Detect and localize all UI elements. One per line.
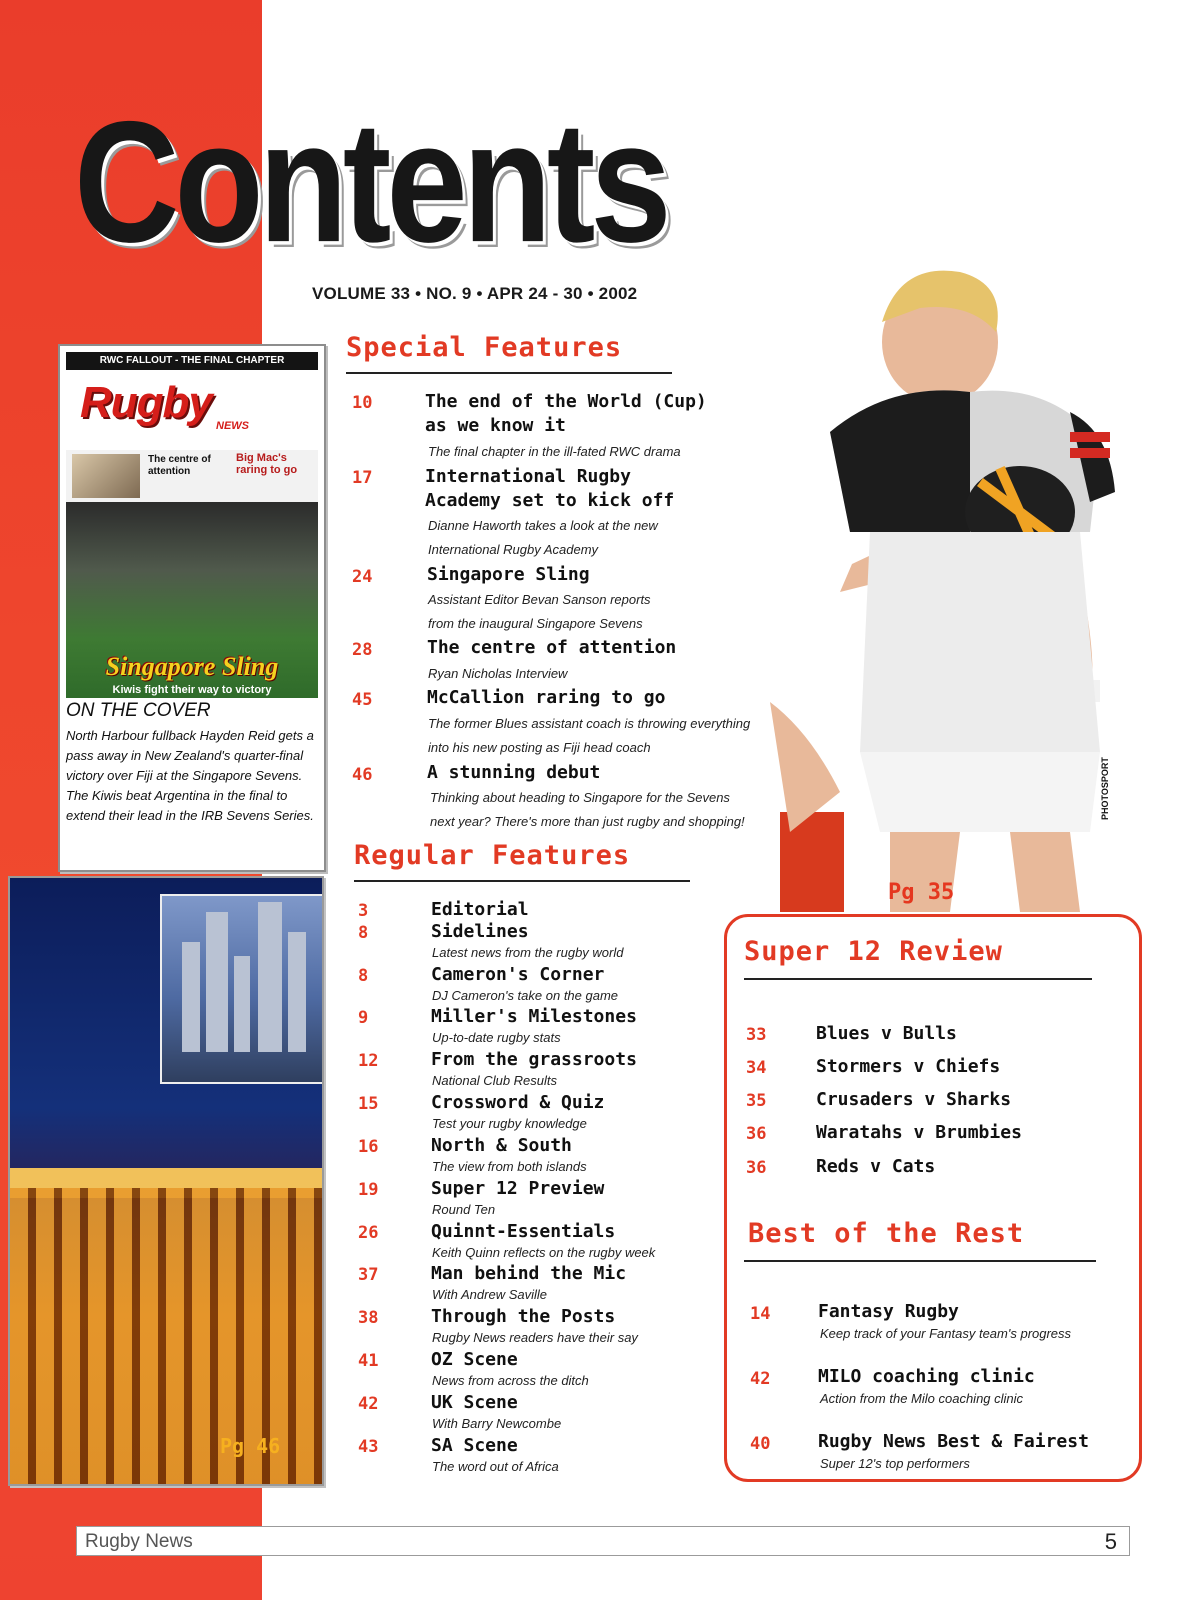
best-of-rest-item-title: Fantasy Rugby [818,1301,959,1322]
regular-item-desc: Latest news from the rugby world [432,945,624,960]
teaser-photo [72,454,140,498]
player-photo [770,232,1150,912]
regular-item-page: 41 [358,1351,379,1371]
special-item-desc: Ryan Nicholas Interview [428,666,568,681]
cover-thumbnail[interactable] [58,344,326,872]
special-item-desc: Assistant Editor Bevan Sanson reports [428,592,651,607]
best-of-rest-heading: Best of the Rest [748,1218,1025,1249]
regular-item-desc: Rugby News readers have their say [432,1330,638,1345]
best-of-rest-item-desc: Action from the Milo coaching clinic [820,1391,1024,1406]
regular-item-page: 9 [358,1008,369,1028]
best-of-rest-item-desc: Keep track of your Fantasy team's progress [820,1326,1072,1341]
special-features-heading: Special Features [346,332,623,363]
city-skyline-inset [160,894,324,1084]
regular-item-title: UK Scene [431,1392,518,1413]
photo-credit: PHOTOSPORT [1100,757,1110,820]
super12-item-title: Reds v Cats [816,1156,936,1177]
special-item-desc: Dianne Haworth takes a look at the new [428,518,658,533]
cover-logo: Rugby [80,378,212,427]
super12-item-page: 36 [746,1124,767,1144]
regular-item-page: 19 [358,1180,379,1200]
regular-item-title: Editorial [431,899,529,920]
cover-strap: RWC FALLOUT - THE FINAL CHAPTER [66,352,318,370]
special-item-desc-line2: International Rugby Academy [428,542,599,557]
special-item-desc: The final chapter in the ill-fated RWC drama [428,444,681,459]
best-of-rest-item-desc: Super 12's top performers [820,1456,970,1471]
regular-features-heading: Regular Features [354,840,631,871]
regular-item-title: SA Scene [431,1435,518,1456]
regular-item-desc: The word out of Africa [432,1459,559,1474]
super12-item-page: 34 [746,1058,767,1078]
special-item-title-line2: Academy set to kick off [425,490,675,511]
issue-line: VOLUME 33 • NO. 9 • APR 24 - 30 • 2002 [312,284,638,303]
special-item-desc-line2: into his new posting as Fiji head coach [428,740,651,755]
special-item-page: 46 [352,765,373,785]
special-item-desc: The former Blues assistant coach is throwing everything [428,716,751,731]
cover-caption: North Harbour fullback Hayden Reid gets a pass away in New Zealand's quarter-final victory over Fiji at the Singapore Sevens. The Kiwis beat Argentina in the final to extend their lead in the IRB Sevens Series. [66,728,314,823]
regular-item-title: Quinnt-Essentials [431,1221,616,1242]
super12-item-title: Stormers v Chiefs [816,1056,1001,1077]
regular-item-page: 8 [358,923,369,943]
cover-image [66,352,318,698]
footer-publication: Rugby News [85,1531,193,1552]
special-features-rule [346,372,672,374]
regular-item-desc: National Club Results [432,1073,558,1088]
regular-item-title: Cameron's Corner [431,964,605,985]
cover-subhead: Kiwis fight their way to victory [112,684,272,696]
regular-item-title: North & South [431,1135,572,1156]
cover-teasers [66,450,318,502]
special-item-desc: Thinking about heading to Singapore for the Sevens [430,790,730,805]
regular-item-desc: With Andrew Saville [432,1287,548,1302]
regular-item-page: 37 [358,1265,379,1285]
regular-item-title: Super 12 Preview [431,1178,605,1199]
singapore-photo[interactable] [8,876,324,1486]
regular-item-desc: DJ Cameron's take on the game [432,988,619,1003]
special-item-page: 10 [352,393,373,413]
regular-item-title: Crossword & Quiz [431,1092,605,1113]
special-item-title: A stunning debut [427,762,601,783]
regular-item-page: 26 [358,1223,379,1243]
cover-teaser-2: Big Mac's raring to go [236,452,298,476]
best-of-rest-item-page: 42 [750,1369,771,1389]
special-item-title: The end of the World (Cup) [425,391,707,412]
cover-teaser-1: The centre of attention [148,454,211,477]
cover-caption-title: ON THE COVER [66,700,211,721]
regular-item-title: Man behind the Mic [431,1263,627,1284]
best-of-rest-item-page: 40 [750,1434,771,1454]
regular-item-page: 38 [358,1308,379,1328]
special-item-desc-line2: next year? There's more than just rugby and shopping! [430,814,745,829]
regular-item-desc: News from across the ditch [432,1373,589,1388]
special-item-title: The centre of attention [427,637,677,658]
footer-page-number: 5 [1104,1529,1117,1554]
regular-item-desc: With Barry Newcombe [432,1416,562,1431]
special-item-desc-line2: from the inaugural Singapore Sevens [428,616,643,631]
special-item-page: 24 [352,567,373,587]
regular-item-page: 42 [358,1394,379,1414]
regular-item-desc: Keith Quinn reflects on the rugby week [432,1245,656,1260]
special-item-title: Singapore Sling [427,564,590,585]
regular-item-desc: Test your rugby knowledge [432,1116,587,1131]
regular-item-page: 8 [358,966,369,986]
special-item-title-line2: as we know it [425,415,566,436]
regular-item-title: Sidelines [431,921,529,942]
super12-item-page: 35 [746,1091,767,1111]
best-of-rest-item-title: MILO coaching clinic [818,1366,1035,1387]
super12-rule [744,978,1092,980]
special-item-title: McCallion raring to go [427,687,666,708]
special-item-page: 28 [352,640,373,660]
photo-page-ref: Pg 46 [220,1434,281,1458]
super12-item-title: Crusaders v Sharks [816,1089,1012,1110]
regular-features-rule [354,880,690,882]
cover-logo-sub: NEWS [216,420,249,432]
cover-photo [66,502,318,698]
super12-item-title: Blues v Bulls [816,1023,957,1044]
special-item-title: International Rugby [425,466,631,487]
special-item-page: 17 [352,468,373,488]
page-title: Contents [74,85,667,278]
best-of-rest-item-page: 14 [750,1304,771,1324]
best-of-rest-rule [744,1260,1096,1262]
super12-item-title: Waratahs v Brumbies [816,1122,1022,1143]
regular-item-desc: Round Ten [432,1202,496,1217]
super12-heading: Super 12 Review [744,936,1003,967]
cover-headline: Singapore Sling [105,652,279,681]
regular-item-page: 43 [358,1437,379,1457]
regular-item-page: 15 [358,1094,379,1114]
regular-item-title: OZ Scene [431,1349,518,1370]
super12-item-page: 33 [746,1025,767,1045]
regular-item-page: 3 [358,901,369,921]
regular-item-title: Miller's Milestones [431,1006,637,1027]
page-footer [76,1526,1130,1556]
regular-item-page: 16 [358,1137,379,1157]
player-page-ref: Pg 35 [888,880,955,905]
regular-item-desc: Up-to-date rugby stats [432,1030,561,1045]
regular-item-page: 12 [358,1051,379,1071]
regular-item-title: From the grassroots [431,1049,637,1070]
special-item-page: 45 [352,690,373,710]
regular-item-title: Through the Posts [431,1306,616,1327]
super12-item-page: 36 [746,1158,767,1178]
cover-masthead [66,370,318,450]
regular-item-desc: The view from both islands [432,1159,587,1174]
best-of-rest-item-title: Rugby News Best & Fairest [818,1431,1089,1452]
